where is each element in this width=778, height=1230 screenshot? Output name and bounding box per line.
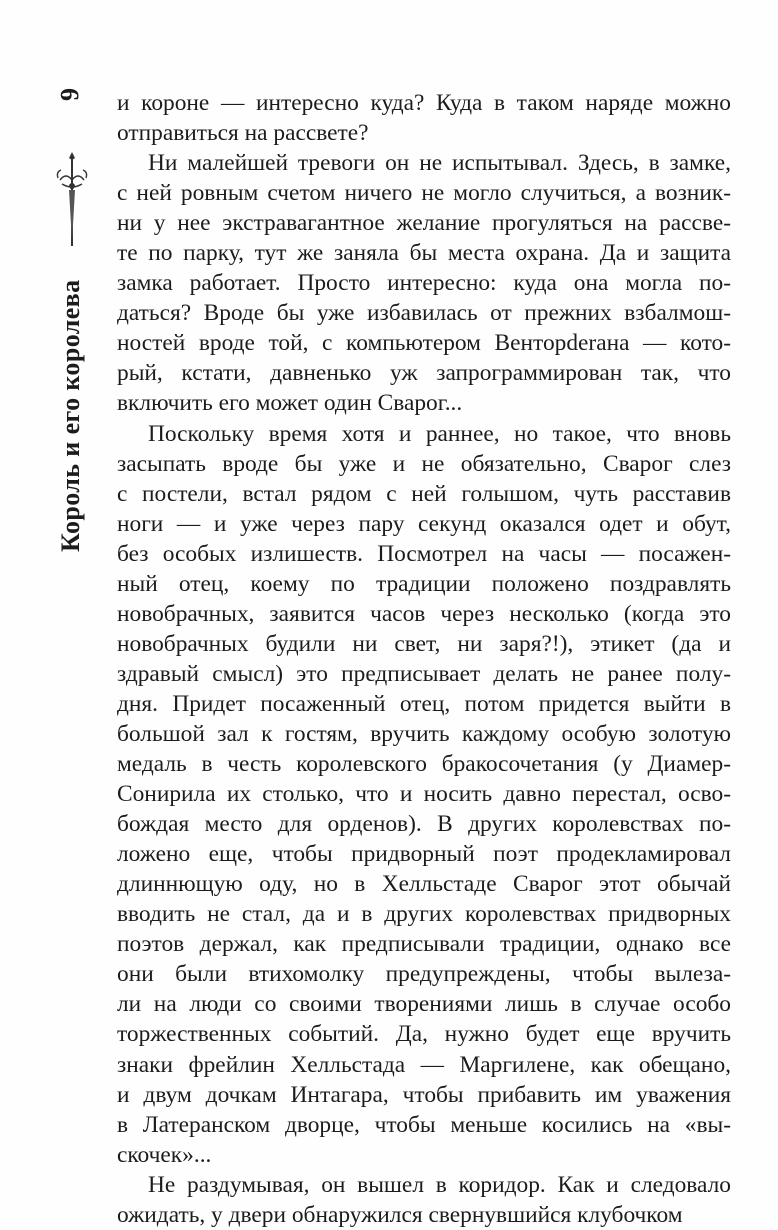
text-line: дня. Придет посаженный отец, потом придется выйти в xyxy=(117,690,731,717)
paragraph xyxy=(117,88,731,148)
page-number: 6 xyxy=(55,88,84,101)
text-line: ожидать, у двери обнаружился свернувшийся клубочком xyxy=(117,1201,683,1228)
text-line: здравый смысл) это предписывает делать не ранее полу- xyxy=(117,660,731,687)
text-line: медаль в честь королевского бракосочетания (у Диамер- xyxy=(117,751,731,778)
text-line: ли на люди со своими творениями лишь в случае особо xyxy=(117,991,731,1018)
text-line: торжественных событий. Да, нужно будет еще вручить xyxy=(117,1021,731,1048)
text-line: в Латеранском дворце, чтобы меньше косились на «вы- xyxy=(117,1111,731,1138)
text-line: Ни малейшей тревоги он не испытывал. Здесь, в замке, xyxy=(148,150,731,177)
text-line: и короне — интересно куда? Куда в таком наряде можно xyxy=(117,90,731,116)
text-line: Не раздумывая, он вышел в коридор. Как и следовало xyxy=(148,1171,731,1198)
sword-ornament-icon xyxy=(52,150,92,250)
running-title: Король и его королева xyxy=(56,279,85,552)
text-line: поэтов держал, как предписывали традиции, однако все xyxy=(117,931,731,958)
text-body xyxy=(117,88,731,1230)
text-line: Поскольку время хотя и раннее, но такое, что вновь xyxy=(148,420,731,447)
text-line: те по парку, тут же заняла бы места охрана. Да и защита xyxy=(117,240,731,267)
text-line: и двум дочкам Интагара, чтобы прибавить им уважения xyxy=(117,1081,731,1108)
text-line: новобрачных, заявится часов через несколько (когда это xyxy=(117,600,731,627)
text-line: вводить не стал, да и в других королевствах придворных xyxy=(117,901,731,928)
text-line: с постели, встал рядом с ней голышом, чуть расставив xyxy=(117,480,731,507)
paragraph xyxy=(117,419,731,1170)
text-line: рый, кстати, давненько уж запрограммирован так, что xyxy=(117,360,731,387)
text-line: включить его может один Сварог... xyxy=(117,390,463,417)
text-line: длиннющую оду, но в Хелльстаде Сварог этот обычай xyxy=(117,871,731,898)
text-line: знаки фрейлин Хелльстада — Маргилене, как обещано, xyxy=(117,1051,731,1078)
text-line: бождая место для орденов). В других королевствах по- xyxy=(117,811,731,838)
text-line: они были втихомолку предупреждены, чтобы вылеза- xyxy=(117,961,731,988)
text-line: ный отец, коему по традиции положено поздравлять xyxy=(117,570,731,597)
text-line: засыпать вроде бы уже и не обязательно, Сварог слез xyxy=(117,450,731,477)
text-line: с ней ровным счетом ничего не могло случиться, а возник- xyxy=(117,180,731,207)
text-line: без особых излишеств. Посмотрел на часы — посажен- xyxy=(117,540,731,567)
text-line: большой зал к гостям, вручить каждому особую золотую xyxy=(117,720,731,747)
text-line: ни у нее экстравагантное желание прогуляться на рассве- xyxy=(117,210,731,237)
text-line: ноги — и уже через пару секунд оказался одет и обут, xyxy=(117,510,731,537)
text-line: отправиться на рассвете? xyxy=(117,120,369,147)
text-line: новобрачных будили ни свет, ни заря?!), этикет (да и xyxy=(117,630,731,657)
text-line: замка работает. Просто интересно: куда она могла по- xyxy=(117,270,731,297)
text-line: Сонирила их столько, что и носить давно перестал, осво- xyxy=(117,781,731,808)
text-line: скочек»... xyxy=(117,1141,212,1168)
text-line: ностей вроде той, с компьютером Венторderана — кото- xyxy=(117,330,731,357)
text-line: даться? Вроде бы уже избавилась от прежних взбалмош- xyxy=(117,300,731,327)
text-line: ложено еще, чтобы придворный поэт продекламировал xyxy=(117,841,731,868)
paragraph xyxy=(117,148,731,418)
